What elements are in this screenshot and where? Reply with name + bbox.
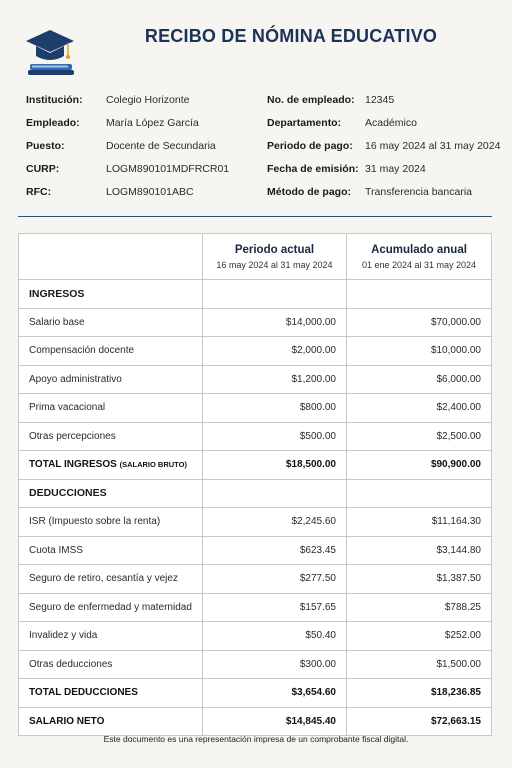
ytd-amount: $788.25 xyxy=(346,593,491,622)
concept: Salario base xyxy=(19,308,203,337)
payroll-table xyxy=(18,233,492,736)
total-label xyxy=(19,451,203,480)
ytd-amount: $1,387.50 xyxy=(346,565,491,594)
info-value: Colegio Horizonte xyxy=(106,94,190,106)
divider xyxy=(18,216,492,217)
employee-info xyxy=(26,94,501,209)
footer-note: Este documento es una representación impresa de un comprobante fiscal digital. xyxy=(103,734,409,744)
table-row xyxy=(19,365,492,394)
ytd-amount: $2,400.00 xyxy=(346,394,491,423)
info-label: Puesto: xyxy=(26,140,65,152)
concept: Seguro de enfermedad y maternidad xyxy=(19,593,203,622)
net-salary-row xyxy=(19,707,492,736)
table-row xyxy=(19,565,492,594)
ytd-amount: $70,000.00 xyxy=(346,308,491,337)
current-amount: $623.45 xyxy=(202,536,346,565)
ytd-amount: $6,000.00 xyxy=(346,365,491,394)
ytd-amount: $1,500.00 xyxy=(346,650,491,679)
info-label: Periodo de pago: xyxy=(267,140,353,152)
concept: Cuota IMSS xyxy=(19,536,203,565)
table-row xyxy=(19,622,492,651)
section-title: INGRESOS xyxy=(19,280,203,309)
concept: Invalidez y vida xyxy=(19,622,203,651)
concept: Prima vacacional xyxy=(19,394,203,423)
info-value: María López García xyxy=(106,117,199,129)
ytd-amount: $252.00 xyxy=(346,622,491,651)
column-title: Acumulado anual xyxy=(371,243,467,256)
total-current: $18,500.00 xyxy=(202,451,346,480)
ytd-amount: $11,164.30 xyxy=(346,508,491,537)
table-row xyxy=(19,536,492,565)
total-ingresos-label: TOTAL INGRESOS xyxy=(29,459,117,471)
table-row xyxy=(19,308,492,337)
info-value: Docente de Secundaria xyxy=(106,140,216,152)
concept: Otras percepciones xyxy=(19,422,203,451)
net-label: SALARIO NETO xyxy=(19,707,203,736)
table-row xyxy=(19,422,492,451)
current-period-header xyxy=(202,234,346,280)
ytd-amount: $10,000.00 xyxy=(346,337,491,366)
info-label: CURP: xyxy=(26,163,60,175)
ytd-amount: $3,144.80 xyxy=(346,536,491,565)
info-row xyxy=(26,94,496,117)
section-title: DEDUCCIONES xyxy=(19,479,203,508)
current-amount: $800.00 xyxy=(202,394,346,423)
current-amount: $2,245.60 xyxy=(202,508,346,537)
info-row xyxy=(26,186,496,209)
graduation-cap-icon xyxy=(24,26,76,78)
total-ingresos-note: (SALARIO BRUTO) xyxy=(119,460,187,470)
ytd-amount: $2,500.00 xyxy=(346,422,491,451)
current-amount: $157.65 xyxy=(202,593,346,622)
current-amount: $300.00 xyxy=(202,650,346,679)
info-label: Empleado: xyxy=(26,117,80,129)
concept: Apoyo administrativo xyxy=(19,365,203,394)
total-deducciones-row xyxy=(19,679,492,708)
table-row xyxy=(19,650,492,679)
current-amount: $277.50 xyxy=(202,565,346,594)
info-value: 16 may 2024 al 31 may 2024 xyxy=(365,140,501,152)
total-current: $3,654.60 xyxy=(202,679,346,708)
current-amount: $14,000.00 xyxy=(202,308,346,337)
table-row xyxy=(19,508,492,537)
net-ytd: $72,663.15 xyxy=(346,707,491,736)
info-label: RFC: xyxy=(26,186,52,198)
info-row xyxy=(26,117,496,140)
column-title: Periodo actual xyxy=(234,243,315,256)
concept-header xyxy=(19,234,203,280)
info-value: Transferencia bancaria xyxy=(365,186,472,198)
info-label: Fecha de emisión: xyxy=(267,163,359,175)
concept: Seguro de retiro, cesantía y vejez xyxy=(19,565,203,594)
concept: Otras deducciones xyxy=(19,650,203,679)
net-current: $14,845.40 xyxy=(202,707,346,736)
info-value: 12345 xyxy=(365,94,395,106)
total-ytd: $90,900.00 xyxy=(346,451,491,480)
current-amount: $2,000.00 xyxy=(202,337,346,366)
total-ingresos-row xyxy=(19,451,492,480)
info-value: LOGM890101MDFRCR01 xyxy=(106,163,230,175)
table-row xyxy=(19,394,492,423)
current-amount: $50.40 xyxy=(202,622,346,651)
document-title: RECIBO DE NÓMINA EDUCATIVO xyxy=(144,26,438,46)
current-amount: $1,200.00 xyxy=(202,365,346,394)
concept: ISR (Impuesto sobre la renta) xyxy=(19,508,203,537)
info-label: Departamento: xyxy=(267,117,342,129)
section-header-deducciones xyxy=(19,479,492,508)
ytd-header xyxy=(346,234,491,280)
info-label: Institución: xyxy=(26,94,83,106)
info-value: LOGM890101ABC xyxy=(106,186,194,198)
column-subtitle: 01 ene 2024 al 31 may 2024 xyxy=(361,259,477,270)
concept: Compensación docente xyxy=(19,337,203,366)
info-row xyxy=(26,163,496,186)
total-ytd: $18,236.85 xyxy=(346,679,491,708)
table-row xyxy=(19,593,492,622)
current-amount: $500.00 xyxy=(202,422,346,451)
total-label: TOTAL DEDUCCIONES xyxy=(19,679,203,708)
column-subtitle: 16 may 2024 al 31 may 2024 xyxy=(216,259,333,270)
section-header-ingresos xyxy=(19,280,492,309)
info-label: Método de pago: xyxy=(267,186,351,198)
info-value: 31 may 2024 xyxy=(365,163,426,175)
table-header xyxy=(19,234,492,280)
info-value: Académico xyxy=(365,117,417,129)
info-row xyxy=(26,140,501,163)
table-row xyxy=(19,337,492,366)
info-label: No. de empleado: xyxy=(267,94,355,106)
